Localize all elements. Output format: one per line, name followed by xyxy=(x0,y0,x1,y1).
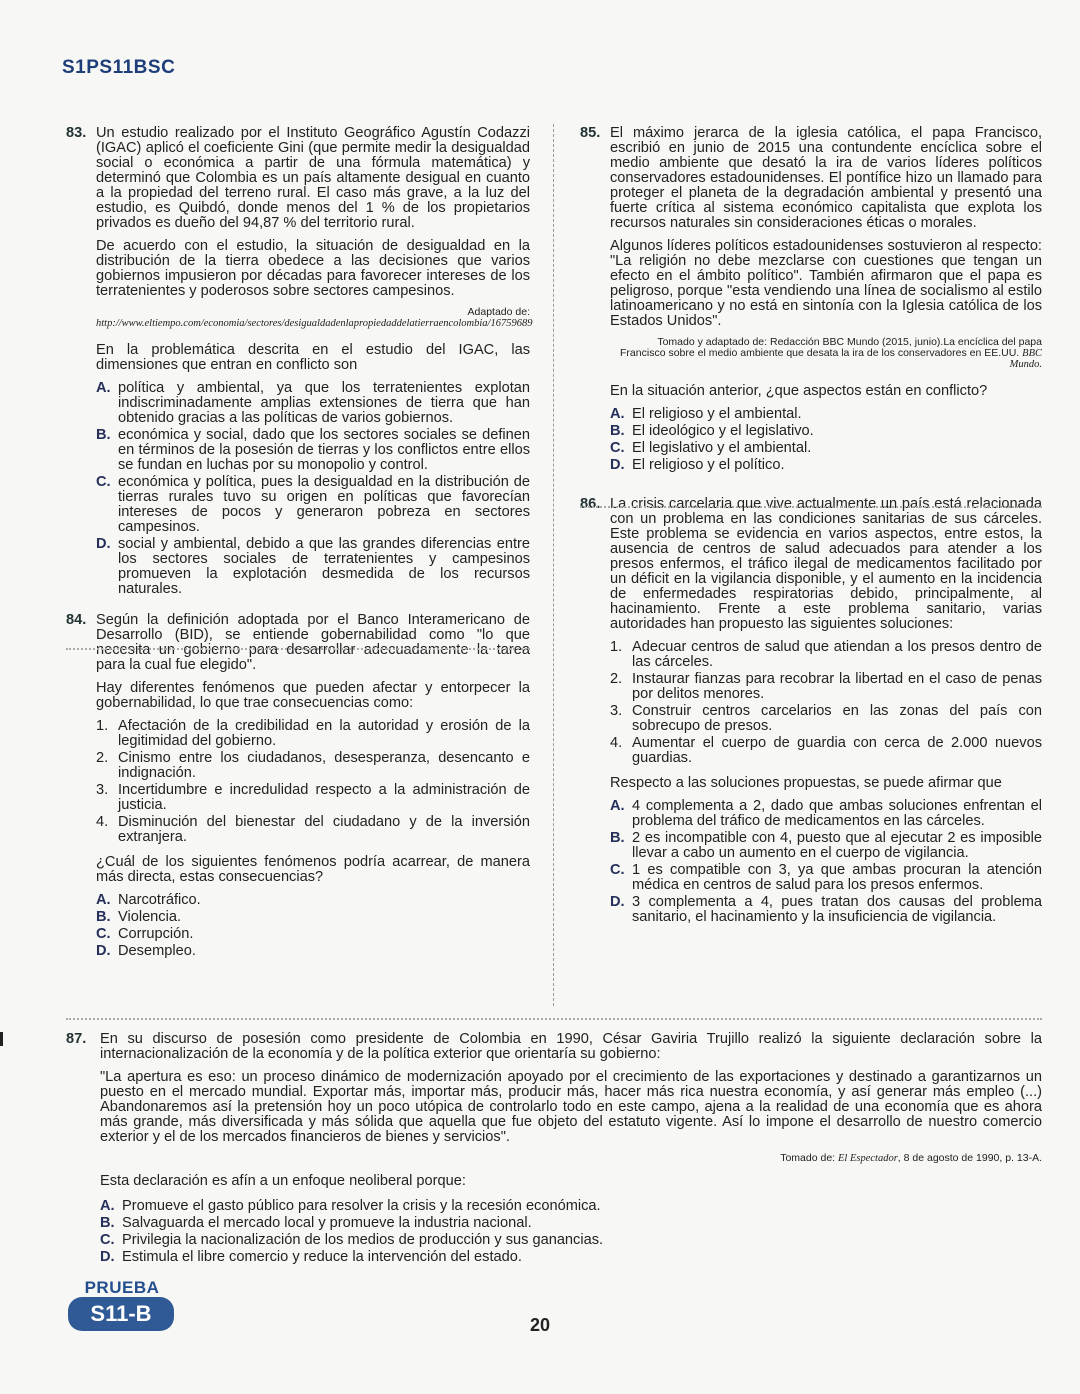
option-letter: D. xyxy=(100,1249,115,1265)
question-stem: Un estudio realizado por el Instituto Geográfico Agustín Codazzi (IGAC) aplicó el coeficiente Gini (que permite medir la desigualdad social o económica a partir de una fórmula matemática) y determinó que Colombia es un país altamente desigual en cuanto a la propiedad del terreno rural. El caso más grave, a la luz del estudio, es Quibdó, donde menos del 1 % de los propietarios privados es dueño del 94,87 % del territorio rural. xyxy=(96,125,530,231)
question-84 xyxy=(66,613,530,959)
source-citation xyxy=(610,337,1042,370)
option-letter: A. xyxy=(610,406,625,422)
option-text: El ideológico y el legislativo. xyxy=(632,423,814,439)
source-citation xyxy=(100,1153,1042,1164)
margin-mark xyxy=(0,1032,3,1046)
option-text: El religioso y el ambiental. xyxy=(632,406,802,422)
divider-left xyxy=(66,648,530,650)
question-prompt: Respecto a las soluciones propuestas, se puede afirmar que xyxy=(610,775,1002,791)
option-b[interactable] xyxy=(96,910,530,925)
option-letter: D. xyxy=(610,894,625,910)
column-divider xyxy=(553,124,554,1006)
divider-full xyxy=(66,1018,1042,1020)
left-column xyxy=(66,125,533,961)
question-83 xyxy=(66,125,533,597)
question-number: 83. xyxy=(66,125,87,141)
option-text: Salvaguarda el mercado local y promueve la industria nacional. xyxy=(122,1215,532,1231)
option-text: social y ambiental, debido a que las grandes diferencias entre los sectores sociales de terratenientes y campesinos promueven la explotación desmedida de los recursos naturales. xyxy=(118,536,530,597)
item-number: 3. xyxy=(610,703,623,719)
option-d[interactable] xyxy=(610,458,1042,473)
item-text: Disminución del bienestar del ciudadano y de la inversión extranjera. xyxy=(118,814,530,845)
option-a[interactable] xyxy=(610,407,1042,422)
item-number: 1. xyxy=(610,639,623,655)
option-letter: D. xyxy=(610,457,625,473)
source-detail: , 8 de agosto de 1990, p. 13-A. xyxy=(897,1152,1042,1164)
option-text: Estimula el libre comercio y reduce la intervención del estado. xyxy=(122,1249,522,1265)
option-b[interactable] xyxy=(610,424,1042,439)
question-stem: El máximo jerarca de la iglesia católica, el papa Francisco, escribió en junio de 2015 una contundente encíclica sobre el medio ambiente que desató la ira de varios líderes políticos conservadores estadounidenses. El pontífice hizo un llamado para proteger el planeta de la degradación ambiental y presentó una fuerte crítica al sistema económico capitalista que explota los recursos naturales sin consideraciones éticas o morales. xyxy=(610,125,1042,231)
list-item xyxy=(96,783,530,813)
question-number: 85. xyxy=(580,125,601,141)
divider-right xyxy=(580,506,1042,508)
option-letter: C. xyxy=(610,440,625,456)
option-c[interactable] xyxy=(100,1233,1042,1248)
option-text: política y ambiental, ya que los terratenientes explotan indiscriminadamente amplias extensiones de tierra que han obtenido gracias a las políticas de varios gobiernos. xyxy=(118,380,530,426)
item-number: 1. xyxy=(96,718,109,734)
option-b[interactable] xyxy=(100,1216,1042,1231)
option-letter: A. xyxy=(96,892,111,908)
prueba-label: PRUEBA xyxy=(84,1278,160,1297)
question-number: 84. xyxy=(66,612,87,628)
document-code: S1PS11BSC xyxy=(62,57,176,78)
option-letter: B. xyxy=(610,830,625,846)
test-badge: S11-B xyxy=(68,1297,174,1331)
option-letter: B. xyxy=(610,423,625,439)
item-number: 4. xyxy=(96,814,109,830)
list-item xyxy=(610,704,1042,734)
option-text: económica y política, pues la desigualdad en la distribución de tierras rurales tuvo su origen en políticas que favorecían intereses de pocos y generaron pobreza en sectores campesinos. xyxy=(118,474,530,535)
option-letter: C. xyxy=(100,1232,115,1248)
source-publication: BBC Mundo. xyxy=(1009,348,1042,370)
option-letter: C. xyxy=(96,474,111,490)
option-text: 3 complementa a 4, pues tratan dos causas del problema sanitario, el hacinamiento y la insuficiencia de vigilancia. xyxy=(632,894,1042,925)
item-number: 2. xyxy=(96,750,109,766)
list-item xyxy=(96,815,530,845)
option-text: El religioso y el político. xyxy=(632,457,785,473)
option-text: Narcotráfico. xyxy=(118,892,201,908)
question-87 xyxy=(66,1032,1042,1267)
question-85 xyxy=(580,126,1042,473)
question-86 xyxy=(580,497,1042,925)
option-b[interactable] xyxy=(610,831,1042,861)
item-text: Afectación de la credibilidad en la autoridad y erosión de la legitimidad del gobierno. xyxy=(118,718,530,749)
option-text: 4 complementa a 2, dado que ambas soluciones enfrentan el problema del tráfico de medicamentos en las cárceles. xyxy=(632,798,1042,829)
option-b[interactable] xyxy=(96,428,530,473)
option-text: Desempleo. xyxy=(118,943,196,959)
item-text: Aumentar el cuerpo de guardia con cerca de 2.000 nuevos guardias. xyxy=(632,735,1042,766)
question-stem: La crisis carcelaria que vive actualmente un país está relacionada con un problema en las condiciones sanitarias de sus cárceles. Este problema se evidencia en varios aspectos, entre estos, la ausencia de centros de salud adecuados para atender a los presos enfermos, el tráfico ilegal de medicamentos facilitado por un déficit en la vigilancia disponible, y el aumento en la incidencia de enfermedades respiratorias debido, principalmente, al hacinamiento. Frente a este problema sanitario, varias autoridades han propuesto las siguientes soluciones: xyxy=(610,496,1042,632)
source-label: Adaptado de: xyxy=(467,306,530,318)
option-letter: B. xyxy=(100,1215,115,1231)
option-d[interactable] xyxy=(610,895,1042,925)
quote: "La apertura es eso: un proceso dinámico de modernización apoyado por el crecimiento de las exportaciones y destinado a garantizarnos un puesto en el mercado mundial. Exportar más, importar más, producir más, hacer más rica nuestra economía, y así generar más empleo (...) Abandonaremos así la pretensión hoy un poco utópica de controlarlo todo en este campo, ajena a la realidad de una economía que es ahora más grande, más diversificada y más sólida que aquella que fue objeto del estatuto vigente. Así lo impone el desarrollo de nuestro comercio exterior y el de los mercados financieros de bienes y servicios". xyxy=(100,1069,1042,1145)
list-item xyxy=(610,672,1042,702)
option-d[interactable] xyxy=(96,944,530,959)
item-text: Construir centros carcelarios en las zonas del país con sobrecupo de presos. xyxy=(632,703,1042,734)
option-letter: C. xyxy=(96,926,111,942)
source-publication: El Espectador xyxy=(838,1153,898,1164)
item-text: Instaurar fianzas para recobrar la libertad en el caso de penas por delitos menores. xyxy=(632,671,1042,702)
question-prompt: ¿Cuál de los siguientes fenómenos podría acarrear, de manera más directa, estas consecuencias? xyxy=(96,854,530,885)
source-citation xyxy=(96,306,533,329)
option-text: El legislativo y el ambiental. xyxy=(632,440,812,456)
option-letter: B. xyxy=(96,909,111,925)
option-letter: A. xyxy=(96,380,111,396)
option-d[interactable] xyxy=(96,537,530,597)
question-prompt: Esta declaración es afín a un enfoque neoliberal porque: xyxy=(100,1173,466,1189)
list-item xyxy=(96,719,530,749)
question-number: 86. xyxy=(580,496,601,512)
item-number: 2. xyxy=(610,671,623,687)
item-text: Cinismo entre los ciudadanos, desesperanza, desencanto e indignación. xyxy=(118,750,530,781)
option-text: Privilegia la nacionalización de los medios de producción y sus ganancias. xyxy=(122,1232,604,1248)
page-number: 20 xyxy=(530,1315,551,1335)
source-text: Redacción BBC Mundo (2015, junio).La encíclica del papa Francisco sobre el medio ambiente que desata la ira de los conservadores en EE.UU. xyxy=(620,336,1042,359)
question-prompt: En la problemática descrita en el estudio del IGAC, las dimensiones que entran en conflicto son xyxy=(96,342,530,373)
option-letter: A. xyxy=(610,798,625,814)
option-text: 2 es incompatible con 4, puesto que al ejecutar 2 es imposible llevar a cabo un aumento en el cuerpo de vigilancia. xyxy=(632,830,1042,861)
option-text: 1 es compatible con 3, ya que ambas procuran la atención médica en centros de salud para los presos enfermos. xyxy=(632,862,1042,893)
item-text: Incertidumbre e incredulidad respecto a la administración de justicia. xyxy=(118,782,530,813)
option-text: económica y social, dado que los sectores sociales se definen en términos de la posesión de tierras y los conflictos entre ellos se fundan en luchas por su monopolio y control. xyxy=(118,427,530,473)
option-a[interactable] xyxy=(610,799,1042,829)
option-letter: B. xyxy=(96,427,111,443)
question-prompt: En la situación anterior, ¿que aspectos están en conflicto? xyxy=(610,383,988,399)
option-a[interactable] xyxy=(100,1199,1042,1214)
option-text: Corrupción. xyxy=(118,926,194,942)
option-a[interactable] xyxy=(96,381,530,426)
option-c[interactable] xyxy=(610,863,1042,893)
question-context: De acuerdo con el estudio, la situación de desigualdad en la distribución de la tierra obedece a las decisiones que varios gobiernos impusieron por décadas para favorecer intereses de los terratenientes y poderosos sobre sectores campesinos. xyxy=(96,238,530,299)
option-text: Promueve el gasto público para resolver la crisis y la recesión económica. xyxy=(122,1198,601,1214)
option-c[interactable] xyxy=(96,475,530,535)
source-url: http://www.eltiempo.com/economia/sectores/desigualdadenlapropiedaddelatierraencolombia/16759689 xyxy=(96,318,533,329)
question-context: Algunos líderes políticos estadounidenses sostuvieron al respecto: "La religión no debe mezclarse con cuestiones que tengan un efecto en el ámbito político". También afirmaron que el papa es peligroso, porque "esta vendiendo una línea de socialismo al estilo latinoamericano y no está en sintonía con la Iglesia católica de los Estados Unidos". xyxy=(610,238,1042,329)
question-stem: En su discurso de posesión como presidente de Colombia en 1990, César Gaviria Trujillo realizó la siguiente declaración sobre la internacionalización de la economía y de la política exterior que orientaría su gobierno: xyxy=(100,1031,1042,1062)
question-context: Hay diferentes fenómenos que pueden afectar y entorpecer la gobernabilidad, lo que trae consecuencias como: xyxy=(96,680,530,711)
option-text: Violencia. xyxy=(118,909,182,925)
option-c[interactable] xyxy=(96,927,530,942)
option-letter: D. xyxy=(96,536,111,552)
option-letter: D. xyxy=(96,943,111,959)
item-text: Adecuar centros de salud que atiendan a los presos dentro de las cárceles. xyxy=(632,639,1042,670)
question-stem: Según la definición adoptada por el Banco Interamericano de Desarrollo (BID), se entiende gobernabilidad como "lo que necesita un gobierno para desarrollar adecuadamente la tarea para la cual fue elegido". xyxy=(96,612,530,673)
option-a[interactable] xyxy=(96,893,530,908)
source-label: Tomado de: xyxy=(780,1152,836,1164)
item-number: 3. xyxy=(96,782,109,798)
option-letter: A. xyxy=(100,1198,115,1214)
list-item xyxy=(610,736,1042,766)
right-column xyxy=(580,126,1042,927)
option-letter: C. xyxy=(610,862,625,878)
list-item xyxy=(96,751,530,781)
source-label: Tomado y adaptado de: xyxy=(657,336,768,348)
test-brand xyxy=(68,1280,176,1331)
option-c[interactable] xyxy=(610,441,1042,456)
question-number: 87. xyxy=(66,1031,87,1047)
option-d[interactable] xyxy=(100,1250,1042,1265)
list-item xyxy=(610,640,1042,670)
item-number: 4. xyxy=(610,735,623,751)
